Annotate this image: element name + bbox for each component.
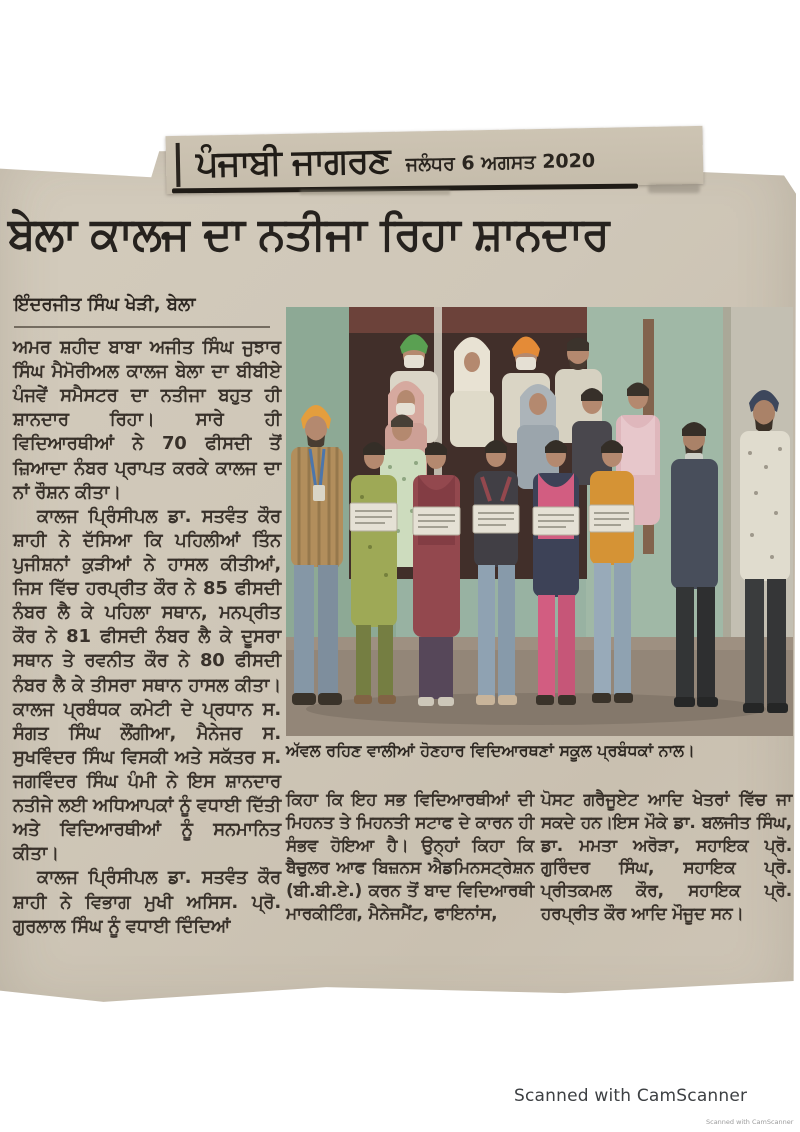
masthead-dateline: ਜਲੰਧਰ 6 ਅਗਸਤ 2020 xyxy=(405,149,596,176)
torn-edge-smudge xyxy=(648,184,700,193)
news-photo-illustration xyxy=(286,307,793,736)
news-photo xyxy=(286,307,793,736)
article-column-middle xyxy=(286,789,534,926)
paragraph-3-left: ਕਾਲਜ ਪ੍ਰਿੰਸੀਪਲ ਡਾ. ਸਤਵੰਤ ਕੌਰ ਸ਼ਾਹੀ ਨੇ ਵਿਭਾਗ ਮੁਖੀ ਅਸਿਸ. ਪ੍ਰੋ. ਗੁਰਲਾਲ ਸਿੰਘ ਨੂੰ ਵਧਾਈ ਦਿੰਦਿਆਂ xyxy=(13,867,281,937)
article-byline: ਇੰਦਰਜੀਤ ਸਿੰਘ ਖੇੜੀ, ਬੇਲਾ xyxy=(14,294,196,315)
article-column-left xyxy=(13,336,281,939)
paragraph-1: ਅਮਰ ਸ਼ਹੀਦ ਬਾਬਾ ਅਜੀਤ ਸਿੰਘ ਜੁਝਾਰ ਸਿੰਘ ਮੈਮੋਰੀਅਲ ਕਾਲਜ ਬੇਲਾ ਦਾ ਬੀਬੀਏ ਪੰਜਵੇਂ ਸਮੈਸਟਰ ਦਾ ਨਤੀਜਾ ਬਹੁਤ ਹੀ ਸ਼ਾਨਦਾਰ ਰਿਹਾ। ਸਾਰੇ ਹੀ ਵਿਦਿਆਰਥੀਆਂ ਨੇ 70 ਫੀਸਦੀ ਤੋਂ ਜ਼ਿਆਦਾ ਨੰਬਰ ਪ੍ਰਾਪਤ ਕਰਕੇ ਕਾਲਜ ਦਾ ਨਾਂ ਰੌਸ਼ਨ ਕੀਤਾ। xyxy=(13,337,281,503)
photo-caption: ਅੱਵਲ ਰਹਿਣ ਵਾਲੀਆਂ ਹੋਣਹਾਰ ਵਿਦਿਆਰਥਣਾਂ ਸਕੂਲ ਪ੍ਰਬੰਧਕਾਂ ਨਾਲ। xyxy=(286,741,695,760)
paragraph-2: ਕਾਲਜ ਪ੍ਰਿੰਸੀਪਲ ਡਾ. ਸਤਵੰਤ ਕੌਰ ਸ਼ਾਹੀ ਨੇ ਦੱਸਿਆ ਕਿ ਪਹਿਲੀਆਂ ਤਿੰਨ ਪੁਜੀਸ਼ਨਾਂ ਕੁੜੀਆਂ ਨੇ ਹਾਸਲ ਕੀਤੀਆਂ, ਜਿਸ ਵਿੱਚ ਹਰਪ੍ਰੀਤ ਕੌਰ ਨੇ 85 ਫੀਸਦੀ ਨੰਬਰ ਲੈ ਕੇ ਪਹਿਲਾ ਸਥਾਨ, ਮਨਪ੍ਰੀਤ ਕੌਰ ਨੇ 81 ਫੀਸਦੀ ਨੰਬਰ ਲੈ ਕੇ ਦੂਸਰਾ ਸਥਾਨ ਤੇ ਰਵਨੀਤ ਕੌਰ ਨੇ 80 ਫੀਸਦੀ ਨੰਬਰ ਲੈ ਕੇ ਤੀਸਰਾ ਸਥਾਨ ਹਾਸਲ ਕੀਤਾ।ਕਾਲਜ ਪ੍ਰਬੰਧਕ ਕਮੇਟੀ ਦੇ ਪ੍ਰਧਾਨ ਸ. ਸੰਗਤ ਸਿੰਘ ਲੌਂਗੀਆ, ਮੈਨੇਜਰ ਸ. ਸੁਖਵਿੰਦਰ ਸਿੰਘ ਵਿਸਕੀ ਅਤੇ ਸਕੱਤਰ ਸ. ਜਗਵਿੰਦਰ ਸਿੰਘ ਪੰਮੀ ਨੇ ਇਸ ਸ਼ਾਨਦਾਰ ਨਤੀਜੇ ਲਈ ਅਧਿਆਪਕਾਂ ਨੂੰ ਵਧਾਈ ਦਿੱਤੀ ਅਤੇ ਵਿਦਿਆਰਥੀਆਂ ਨੂੰ ਸਨਮਾਨਿਤ ਕੀਤਾ। xyxy=(13,505,281,865)
photo-sepia-overlay xyxy=(286,307,793,736)
masthead-title: ਪੰਜਾਬੀ ਜਾਗਰਣ xyxy=(195,140,391,185)
masthead-left-bar xyxy=(176,143,181,187)
cut-text-smudge xyxy=(300,190,450,195)
article-column-right xyxy=(541,789,792,926)
article-headline: ਬੇਲਾ ਕਾਲਜ ਦਾ ਨਤੀਜਾ ਰਿਹਾ ਸ਼ਾਨਦਾਰ xyxy=(8,207,609,260)
camscanner-watermark: Scanned with CamScanner xyxy=(514,1086,748,1106)
paragraph-3-middle: ਕਿਹਾ ਕਿ ਇਹ ਸਭ ਵਿਦਿਆਰਥੀਆਂ ਦੀ ਮਿਹਨਤ ਤੇ ਮਿਹਨਤੀ ਸਟਾਫ ਦੇ ਕਾਰਨ ਹੀ ਸੰਭਵ ਹੋਇਆ ਹੈ। ਉਨ੍ਹਾਂ ਕਿਹਾ ਕਿ ਬੈਚੁਲਰ ਆਫ ਬਿਜ਼ਨਸ ਐਡਮਿਨਸਟ੍ਰੇਸ਼ਨ (ਬੀ.ਬੀ.ਏ.) ਕਰਨ ਤੋਂ ਬਾਦ ਵਿਦਿਆਰਥੀ ਮਾਰਕੀਟਿੰਗ, ਮੈਨੇਜਮੈਂਟ, ਫਾਇਨਾਂਸ, xyxy=(286,790,534,924)
paragraph-3-right: ਪੋਸਟ ਗਰੈਜੂਏਟ ਆਦਿ ਖੇਤਰਾਂ ਵਿੱਚ ਜਾ ਸਕਦੇ ਹਨ।ਇਸ ਮੌਕੇ ਡਾ. ਬਲਜੀਤ ਸਿੰਘ, ਡਾ. ਮਮਤਾ ਅਰੋੜਾ, ਸਹਾਇਕ ਪ੍ਰੋ. ਗੁਰਿੰਦਰ ਸਿੰਘ, ਸਹਾਇਕ ਪ੍ਰੋ. ਪ੍ਰੀਤਕਮਲ ਕੌਰ, ਸਹਾਇਕ ਪ੍ਰੋ. ਹਰਪ੍ਰੀਤ ਕੌਰ ਆਦਿ ਮੌਜੂਦ ਸਨ। xyxy=(541,790,792,924)
camscanner-watermark-small: Scanned with CamScanner xyxy=(706,1118,794,1126)
byline-rule xyxy=(14,326,270,328)
